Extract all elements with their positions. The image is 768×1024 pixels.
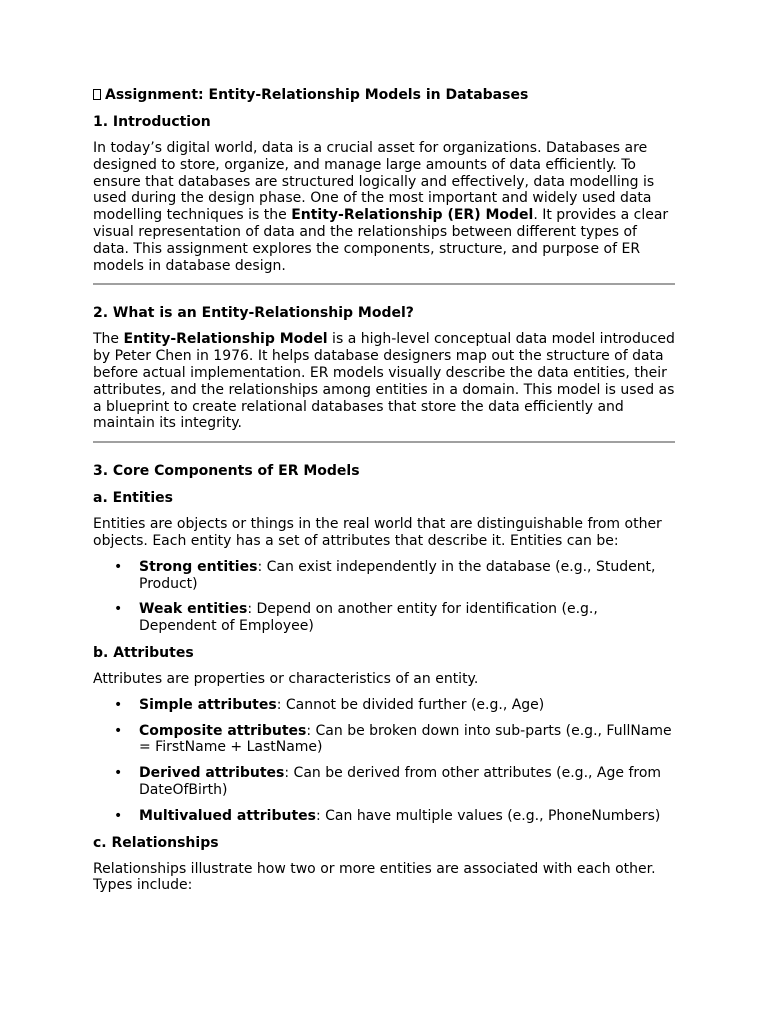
list-item [93,723,675,757]
subsection-heading-relationships: c. Relationships [93,834,219,851]
attributes-paragraph: Attributes are properties or characteristics of an entity. [93,670,479,687]
subsection-heading-entities: a. Entities [93,490,173,507]
list-item-term: Composite attributes [139,722,307,739]
bullet-icon: • [114,722,123,739]
list-item-desc: : Can be broken down into sub-parts (e.g., FullName = FirstName + LastName) [139,722,672,756]
bullet-icon: • [114,696,123,713]
document-title [93,86,675,104]
bullet-icon: • [114,765,123,782]
entities-paragraph: Entities are objects or things in the real world that are distinguishable from other objects. Each entity has a set of attributes that describe it. Entities can be: [93,516,662,549]
list-item-desc: : Can be derived from other attributes (e.g., Age from DateOfBirth) [139,765,662,798]
section-heading-introduction: 1. Introduction [93,114,211,130]
bullet-icon: • [114,601,123,618]
bullet-icon: • [114,558,123,575]
list-item-term: Simple attributes [139,696,277,713]
what-is-er-paragraph [93,331,675,432]
section-divider [93,441,675,443]
subsection-heading-attributes: b. Attributes [93,644,194,661]
section-heading-what-is-er: 2. What is an Entity-Relationship Model? [93,305,414,322]
section-heading-core-components: 3. Core Components of ER Models [93,463,360,480]
list-item-term: Multivalued attributes [139,807,316,824]
list-item [93,559,675,593]
list-item [93,808,675,825]
introduction-paragraph [93,140,675,274]
intro-text-part-2: . It provides a clear visual representation of data and the relationships between different types of data. This assignment explores the components, structure, and purpose of ER models in database design. [93,207,669,274]
list-item-term: Strong entities [139,558,258,575]
what-text-part-1: The [93,331,124,348]
intro-bold-term: Entity-Relationship (ER) Model [291,207,534,224]
list-item [93,697,675,714]
list-item-term: Derived attributes [139,765,285,782]
attributes-list [93,697,675,825]
intro-text-part-1: In today’s digital world, data is a crucial asset for organizations. Databases are designed to store, organize, and manage large amounts of data efficiently. To ensure that databases are structured logically and effectively, data modelling is used during the design phase. One of the most important and widely used data modelling techniques is the [93,140,655,224]
list-item-desc: : Depend on another entity for identification (e.g., Dependent of Employee) [139,601,598,635]
what-bold-term: Entity-Relationship Model [123,331,328,348]
document-title-text: Assignment: Entity-Relationship Models in Databases [105,87,529,103]
list-item [93,765,675,799]
section-divider [93,283,675,285]
relationships-paragraph: Relationships illustrate how two or more entities are associated with each other. Types include: [93,860,656,894]
list-item [93,601,675,635]
entities-list [93,559,675,635]
what-text-part-2: is a high-level conceptual data model introduced by Peter Chen in 1976. It helps database designers map out the structure of data before actual implementation. ER models visually describe the data entities, their attributes, and the relationships among entities in a domain. This model is used as a blueprint to create relational databases that store the data efficiently and maintain its integrity. [93,331,675,432]
document-page [93,86,675,903]
list-item-desc: : Can exist independently in the database (e.g., Student, Product) [139,558,656,592]
missing-glyph-icon [93,89,101,100]
list-item-desc: : Cannot be divided further (e.g., Age) [276,696,545,713]
bullet-icon: • [114,807,123,824]
list-item-desc: : Can have multiple values (e.g., PhoneNumbers) [315,807,661,824]
list-item-term: Weak entities [139,601,248,618]
